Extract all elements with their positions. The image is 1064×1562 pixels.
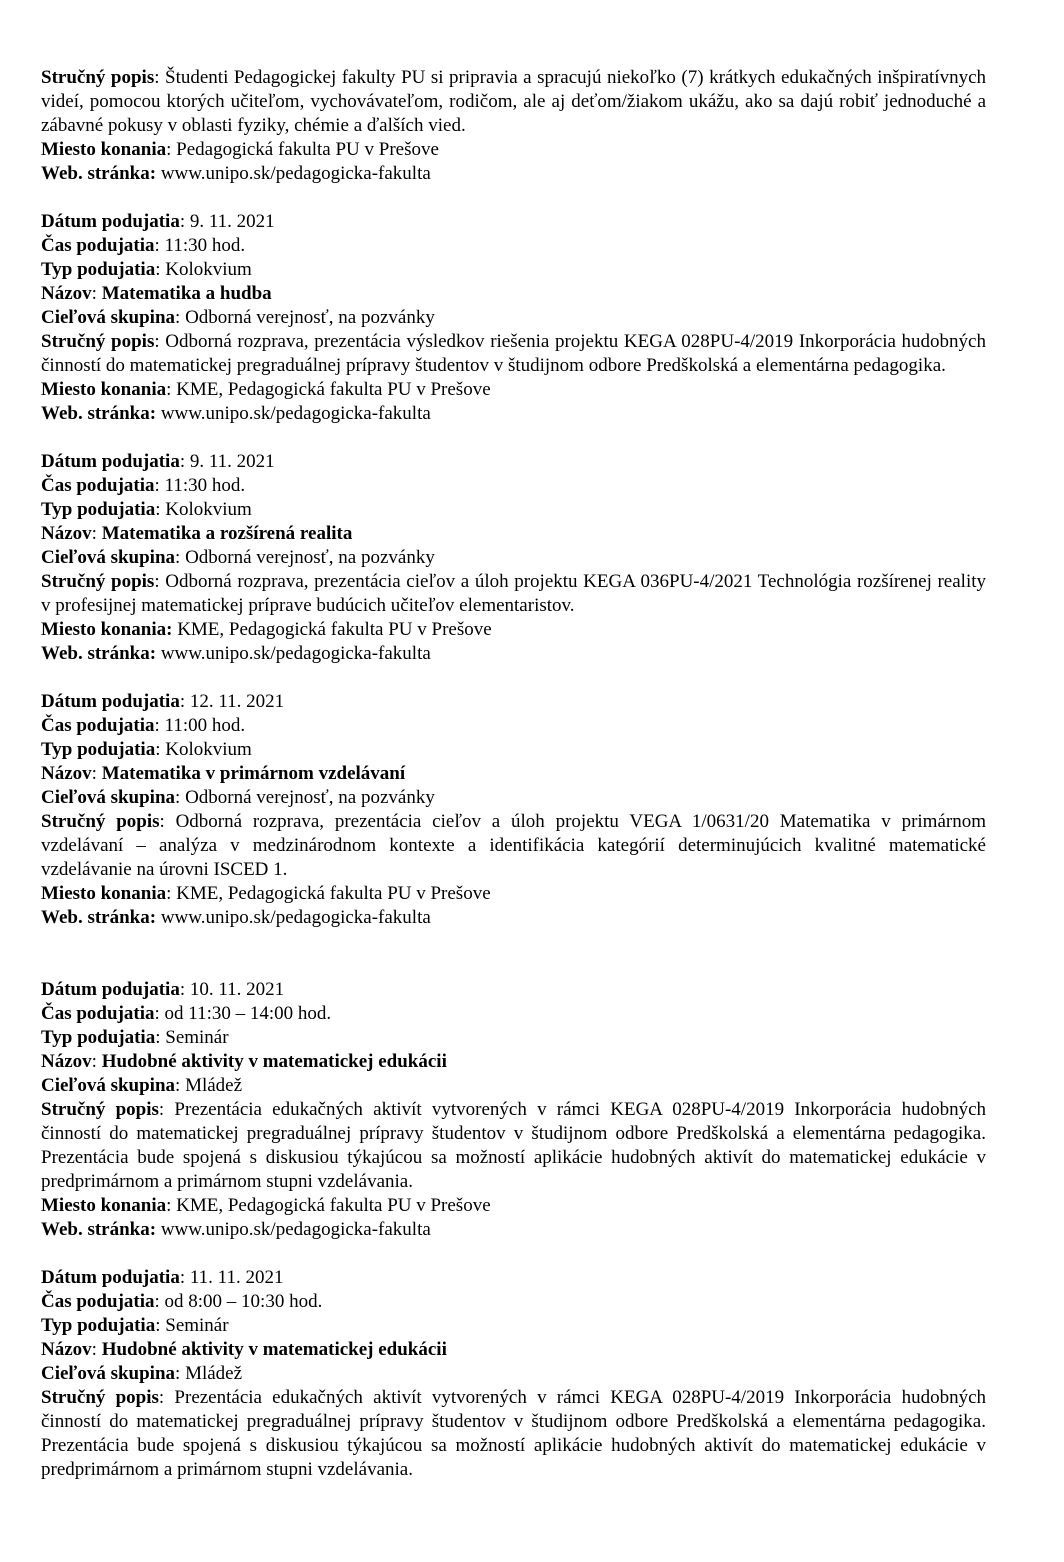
website-label: Web. stránka: <box>41 163 157 184</box>
event-block-1 <box>41 210 986 426</box>
venue: Miesto konania: Pedagogická fakulta PU v Prešove <box>41 139 439 160</box>
website-value: www.unipo.sk/pedagogicka-fakulta <box>160 163 431 184</box>
website <box>41 906 986 930</box>
website <box>41 402 986 426</box>
event-date: Dátum podujatia: 9. 11. 2021 <box>41 451 275 472</box>
website-label: Web. stránka: <box>41 643 157 664</box>
event-block-intro <box>41 66 986 186</box>
event-time-label: Čas podujatia <box>41 715 155 736</box>
event-date-value: 10. 11. 2021 <box>189 979 285 1000</box>
website-label: Web. stránka: <box>41 1219 157 1240</box>
event-target-group-value: Mládež <box>185 1363 243 1384</box>
event-name-value: Matematika a rozšírená realita <box>101 523 353 544</box>
website-label: Web. stránka: <box>41 907 157 928</box>
event-name: Názov: Matematika v primárnom vzdelávaní <box>41 763 406 784</box>
short-description-value: Odborná rozprava, prezentácia cieľov a úloh projektu VEGA 1/0631/20 Matematika v primárnom vzdelávaní – analýza v medzinárodnom kontexte a identifikácia kategórií determinujúcich kvalitné matematické vzdelávanie na úrovni ISCED 1. <box>41 811 986 880</box>
event-type-value: Kolokvium <box>165 259 252 280</box>
event-type-value: Kolokvium <box>165 739 252 760</box>
event-name-label: Názov <box>41 283 92 304</box>
event-name-label: Názov <box>41 523 92 544</box>
event-date-value: 9. 11. 2021 <box>189 451 275 472</box>
short-description-label: Stručný popis <box>41 331 155 352</box>
venue-label: Miesto konania <box>41 883 167 904</box>
short-description-label: Stručný popis <box>41 1387 159 1408</box>
event-time-value: 11:30 hod. <box>164 235 246 256</box>
short-description-label: Stručný popis <box>41 1099 159 1120</box>
short-description: Stručný popis: Odborná rozprava, prezentácia výsledkov riešenia projektu KEGA 028PU-4/2019 Inkorporácia hudobných činností do matematickej pregraduálnej prípravy študentov v študijnom odbore Predškolská a elementárna pedagogika. <box>41 331 986 376</box>
event-target-group-label: Cieľová skupina <box>41 547 176 568</box>
event-type-label: Typ podujatia <box>41 1027 156 1048</box>
event-target-group: Cieľová skupina: Odborná verejnosť, na pozvánky <box>41 307 435 328</box>
event-type-label: Typ podujatia <box>41 499 156 520</box>
website-value: www.unipo.sk/pedagogicka-fakulta <box>160 907 431 928</box>
short-description: Stručný popis: Prezentácia edukačných aktivít vytvorených v rámci KEGA 028PU-4/2019 Inkorporácia hudobných činností do matematickej pregraduálnej prípravy študentov v študijnom odbore Predškolská a elementárna pedagogika. Prezentácia bude spojená s diskusiou týkajúcou sa možností aplikácie hudobných aktivít do matematickej edukácie v predprimárnom a primárnom stupni vzdelávania. <box>41 1387 987 1480</box>
event-block-3 <box>41 690 986 930</box>
short-description: Stručný popis: Prezentácia edukačných aktivít vytvorených v rámci KEGA 028PU-4/2019 Inkorporácia hudobných činností do matematickej pregraduálnej prípravy študentov v študijnom odbore Predškolská a elementárna pedagogika. Prezentácia bude spojená s diskusiou týkajúcou sa možností aplikácie hudobných aktivít do matematickej edukácie v predprimárnom a primárnom stupni vzdelávania. <box>41 1099 987 1192</box>
venue: Miesto konania: KME, Pedagogická fakulta PU v Prešove <box>41 379 491 400</box>
event-date-value: 11. 11. 2021 <box>189 1267 284 1288</box>
event-time-label: Čas podujatia <box>41 1291 155 1312</box>
event-type: Typ podujatia: Kolokvium <box>41 499 252 520</box>
venue-label: Miesto konania <box>41 379 167 400</box>
short-description-value: Odborná rozprava, prezentácia cieľov a úloh projektu KEGA 036PU-4/2021 Technológia rozšírenej reality v profesijnej matematickej príprave budúcich učiteľov elementaristov. <box>41 571 987 616</box>
event-time-value: od 8:00 – 10:30 hod. <box>164 1291 323 1312</box>
short-description-value: Prezentácia edukačných aktivít vytvorených v rámci KEGA 028PU-4/2019 Inkorporácia hudobných činností do matematickej pregraduálnej prípravy študentov v študijnom odbore Predškolská a elementárna pedagogika. Prezentácia bude spojená s diskusiou týkajúcou sa možností aplikácie hudobných aktivít do matematickej edukácie v predprimárnom a primárnom stupni vzdelávania. <box>41 1099 987 1192</box>
event-name-label: Názov <box>41 1339 92 1360</box>
event-name-value: Matematika v primárnom vzdelávaní <box>101 763 406 784</box>
event-date: Dátum podujatia: 9. 11. 2021 <box>41 211 275 232</box>
event-target-group-label: Cieľová skupina <box>41 1075 176 1096</box>
event-name-value: Hudobné aktivity v matematickej edukácii <box>101 1339 447 1360</box>
event-type-value: Seminár <box>165 1315 229 1336</box>
event-date-label: Dátum podujatia <box>41 451 180 472</box>
short-description-label: Stručný popis <box>41 571 155 592</box>
event-target-group: Cieľová skupina: Mládež <box>41 1075 243 1096</box>
event-time: Čas podujatia: 11:00 hod. <box>41 715 246 736</box>
event-name-value: Hudobné aktivity v matematickej edukácii <box>101 1051 447 1072</box>
event-target-group-label: Cieľová skupina <box>41 1363 176 1384</box>
venue-value: KME, Pedagogická fakulta PU v Prešove <box>176 379 491 400</box>
event-time: Čas podujatia: od 8:00 – 10:30 hod. <box>41 1291 323 1312</box>
event-target-group-value: Odborná verejnosť, na pozvánky <box>185 787 435 808</box>
event-time-label: Čas podujatia <box>41 475 155 496</box>
event-time-value: 11:00 hod. <box>164 715 246 736</box>
website-value: www.unipo.sk/pedagogicka-fakulta <box>160 1219 431 1240</box>
event-time: Čas podujatia: od 11:30 – 14:00 hod. <box>41 1003 332 1024</box>
event-type: Typ podujatia: Seminár <box>41 1027 229 1048</box>
event-date-label: Dátum podujatia <box>41 979 180 1000</box>
event-name: Názov: Hudobné aktivity v matematickej edukácii <box>41 1051 447 1072</box>
event-name-label: Názov <box>41 763 92 784</box>
event-type-value: Kolokvium <box>165 499 252 520</box>
event-name: Názov: Matematika a rozšírená realita <box>41 523 353 544</box>
event-block-2 <box>41 450 986 666</box>
event-time-value: od 11:30 – 14:00 hod. <box>164 1003 332 1024</box>
event-type-label: Typ podujatia <box>41 739 156 760</box>
event-block-4 <box>41 978 986 1242</box>
venue-label: Miesto konania <box>41 1195 167 1216</box>
document-page <box>41 66 986 1506</box>
short-description: Stručný popis: Odborná rozprava, prezentácia cieľov a úloh projektu VEGA 1/0631/20 Matematika v primárnom vzdelávaní – analýza v medzinárodnom kontexte a identifikácia kategórií determinujúcich kvalitné matematické vzdelávanie na úrovni ISCED 1. <box>41 811 986 880</box>
event-date-label: Dátum podujatia <box>41 1267 180 1288</box>
website <box>41 162 986 186</box>
event-date-value: 12. 11. 2021 <box>189 691 285 712</box>
event-target-group-value: Odborná verejnosť, na pozvánky <box>185 547 435 568</box>
venue-value: KME, Pedagogická fakulta PU v Prešove <box>176 1195 491 1216</box>
short-description-label: Stručný popis <box>41 811 160 832</box>
event-target-group-value: Mládež <box>185 1075 243 1096</box>
website <box>41 642 986 666</box>
event-target-group: Cieľová skupina: Odborná verejnosť, na pozvánky <box>41 787 435 808</box>
venue-label-text: Miesto konania <box>41 619 167 640</box>
short-description-value: Odborná rozprava, prezentácia výsledkov riešenia projektu KEGA 028PU-4/2019 Inkorporácia hudobných činností do matematickej pregraduálnej prípravy študentov v študijnom odbore Predškolská a elementárna pedagogika. <box>41 331 986 376</box>
event-type: Typ podujatia: Seminár <box>41 1315 229 1336</box>
event-type-label: Typ podujatia <box>41 1315 156 1336</box>
event-target-group-label: Cieľová skupina <box>41 307 176 328</box>
venue: Miesto konania: KME, Pedagogická fakulta PU v Prešove <box>41 1195 491 1216</box>
event-time-label: Čas podujatia <box>41 1003 155 1024</box>
website-value: www.unipo.sk/pedagogicka-fakulta <box>160 643 431 664</box>
event-target-group-value: Odborná verejnosť, na pozvánky <box>185 307 435 328</box>
website-label: Web. stránka: <box>41 403 157 424</box>
event-name-value: Matematika a hudba <box>101 283 272 304</box>
short-description-value: Študenti Pedagogickej fakulty PU si pripravia a spracujú niekoľko (7) krátkych edukačných inšpiratívnych videí, pomocou ktorých učiteľom, vychovávateľom, rodičom, ale aj deťom/žiakom ukážu, ako sa dajú robiť jednoduché a zábavné pokusy v oblasti fyziky, chémie a ďalších vied. <box>41 67 987 136</box>
venue <box>41 618 986 642</box>
event-date-value: 9. 11. 2021 <box>189 211 275 232</box>
website-value: www.unipo.sk/pedagogicka-fakulta <box>160 403 431 424</box>
event-target-group: Cieľová skupina: Odborná verejnosť, na pozvánky <box>41 547 435 568</box>
event-date: Dátum podujatia: 11. 11. 2021 <box>41 1267 284 1288</box>
short-description: Stručný popis: Odborná rozprava, prezentácia cieľov a úloh projektu KEGA 036PU-4/2021 Technológia rozšírenej reality v profesijnej matematickej príprave budúcich učiteľov elementaristov. <box>41 571 987 616</box>
event-type-label: Typ podujatia <box>41 259 156 280</box>
event-date: Dátum podujatia: 12. 11. 2021 <box>41 691 285 712</box>
event-block-5 <box>41 1266 986 1482</box>
event-target-group: Cieľová skupina: Mládež <box>41 1363 243 1384</box>
venue-label: Miesto konania <box>41 139 167 160</box>
event-time-value: 11:30 hod. <box>164 475 246 496</box>
short-description: Stručný popis: Študenti Pedagogickej fakulty PU si pripravia a spracujú niekoľko (7) krátkych edukačných inšpiratívnych videí, pomocou ktorých učiteľom, vychovávateľom, rodičom, ale aj deťom/žiakom ukážu, ako sa dajú robiť jednoduché a zábavné pokusy v oblasti fyziky, chémie a ďalších vied. <box>41 67 987 136</box>
venue: Miesto konania: KME, Pedagogická fakulta PU v Prešove <box>41 883 491 904</box>
venue-value: Pedagogická fakulta PU v Prešove <box>176 139 439 160</box>
event-name: Názov: Hudobné aktivity v matematickej edukácii <box>41 1339 447 1360</box>
event-type: Typ podujatia: Kolokvium <box>41 739 252 760</box>
short-description-value: Prezentácia edukačných aktivít vytvorených v rámci KEGA 028PU-4/2019 Inkorporácia hudobných činností do matematickej pregraduálnej prípravy študentov v študijnom odbore Predškolská a elementárna pedagogika. Prezentácia bude spojená s diskusiou týkajúcou sa možností aplikácie hudobných aktivít do matematickej edukácie v predprimárnom a primárnom stupni vzdelávania. <box>41 1387 987 1480</box>
event-name-label: Názov <box>41 1051 92 1072</box>
event-date-label: Dátum podujatia <box>41 691 180 712</box>
event-time-label: Čas podujatia <box>41 235 155 256</box>
venue-label: Miesto konania: <box>41 619 173 640</box>
event-date: Dátum podujatia: 10. 11. 2021 <box>41 979 285 1000</box>
event-name: Názov: Matematika a hudba <box>41 283 272 304</box>
event-type-value: Seminár <box>165 1027 229 1048</box>
short-description-label: Stručný popis <box>41 67 155 88</box>
event-time: Čas podujatia: 11:30 hod. <box>41 475 246 496</box>
event-date-label: Dátum podujatia <box>41 211 180 232</box>
event-target-group-label: Cieľová skupina <box>41 787 176 808</box>
venue-value: KME, Pedagogická fakulta PU v Prešove <box>176 883 491 904</box>
event-time: Čas podujatia: 11:30 hod. <box>41 235 246 256</box>
venue-value: KME, Pedagogická fakulta PU v Prešove <box>177 619 492 640</box>
event-type: Typ podujatia: Kolokvium <box>41 259 252 280</box>
website <box>41 1218 986 1242</box>
